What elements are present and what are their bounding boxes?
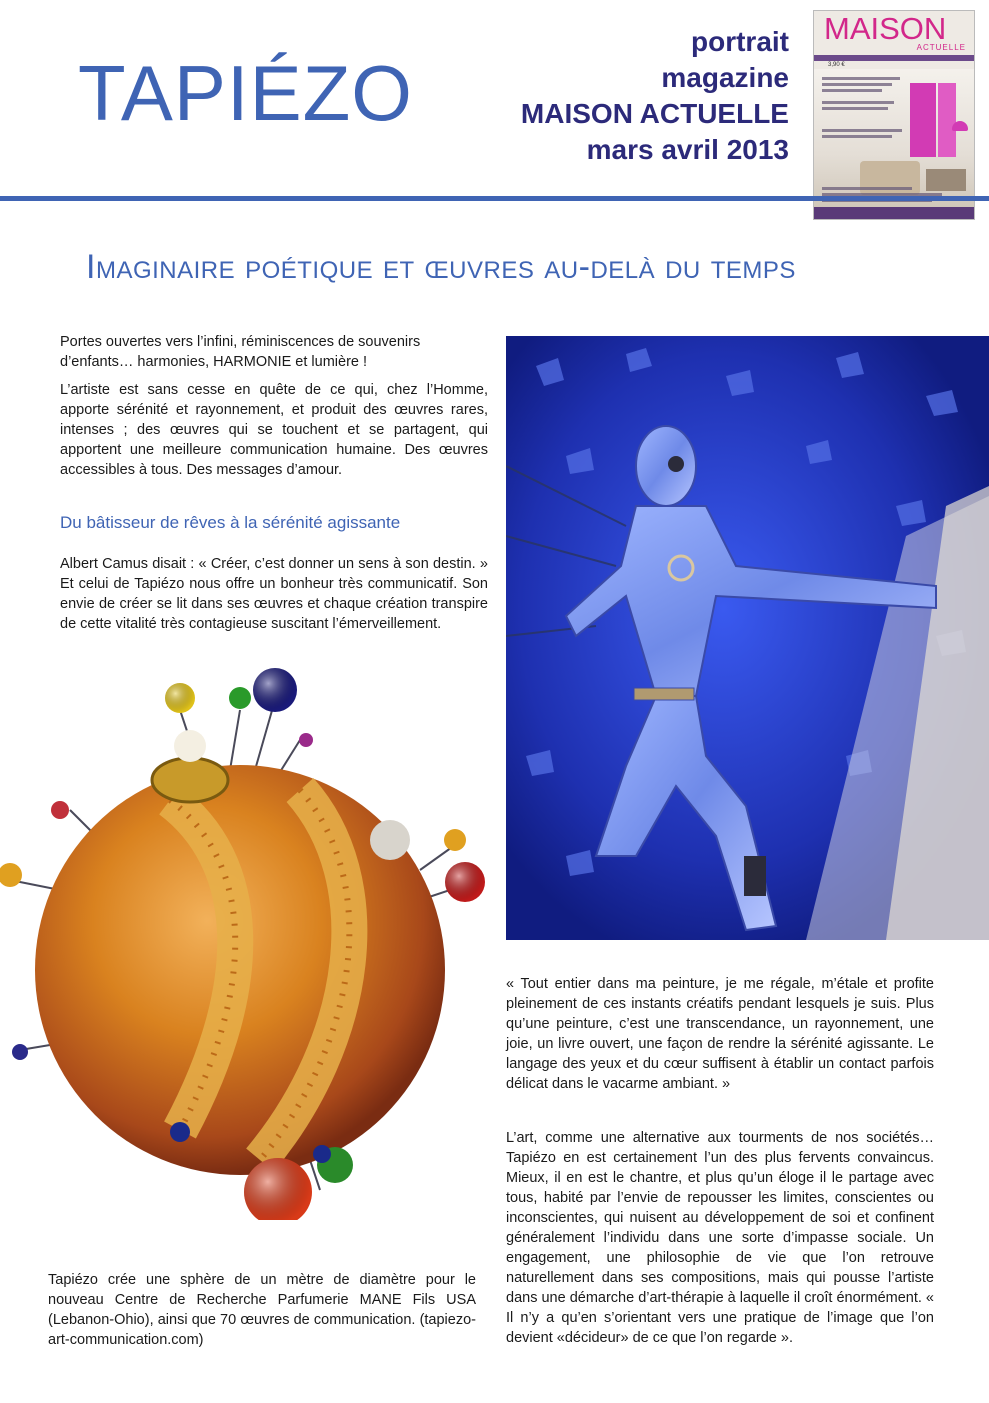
header-info — [521, 24, 789, 168]
artist-quote: « Tout entier dans ma peinture, je me régale, m’étale et profite pleinement de ces instants créatifs pendant lesquels je suis. Plus qu’une peinture, c’est une transcendance, un rayonnement, une joie, un livre ouvert, une façon de rendre la sérénité agissante. Le langage des yeux et du cœur suffisent à établir un contact parfois délicat dans le vacarme ambiant. » — [506, 976, 934, 1092]
cover-lamp — [952, 121, 968, 131]
blue-figure-painting — [506, 336, 989, 940]
brand-title: TAPIÉZO — [78, 49, 413, 137]
cover-pink-door — [910, 83, 936, 157]
cover-brand: MAISON — [824, 11, 947, 46]
cover-headline-bar — [822, 107, 888, 110]
body-paragraph-1: L’artiste est sans cesse en quête de ce qui, chez l’Homme, apporte sérénité et rayonnement, et produit des œuvres rares, intenses ; des œuvres qui se touchent et se partagent, qui apportent une meilleure communication humaine. Des œuvres accessibles à tous. Des messages d’amour. — [60, 382, 488, 478]
cover-subtitle: ACTUELLE — [916, 43, 966, 52]
sphere-illustration — [0, 660, 500, 1220]
body-paragraph-3: L’art, comme une alternative aux tourments de nos sociétés… Tapiézo en est certainement l’un des plus fervents convaincus. Mieux, il en est le chantre, et plus qu’un éloge il le partage avec tous, habité par l’envie de repousser les limites, conscientes ou inconscientes, qui nuisent au développement de soi et confinent généralement l’individu dans une sorte d’impasse sociale. Un engagement, une philosophie de vie que l’on retrouve naturellement dans ses compositions, mais qui pousse l’artiste dans une démarche d’art-thérapie à laquelle il croît énormément. « Il n’y a qu’en s’orientant vers une pratique de l’image que l’on devient «décideur» de ce que l’on regarde ». — [506, 1130, 934, 1346]
cover-headline-bar — [822, 101, 894, 104]
cover-price: 3,90 € — [828, 62, 845, 68]
header-line-magazine: magazine — [661, 62, 789, 93]
cover-pink-door-panel — [938, 83, 956, 157]
cover-table — [926, 169, 966, 191]
painting-illustration — [506, 336, 989, 940]
sphere-caption: Tapiézo crée une sphère de un mètre de diamètre pour le nouveau Centre de Recherche Parfumerie MANE Fils USA (Lebanon-Ohio), ainsi que 70 œuvres de communication. (tapiezo-art-communication.com) — [48, 1272, 476, 1348]
sphere-sculpture — [0, 660, 500, 1220]
header-rule — [0, 196, 989, 201]
cover-headline-bar — [822, 129, 902, 132]
cover-strip — [814, 55, 974, 61]
cover-headline-bar — [822, 135, 892, 138]
cover-headline-bar — [822, 77, 900, 80]
header-line-publication: MAISON ACTUELLE — [520, 98, 789, 129]
cover-headline-bar — [822, 187, 912, 190]
body-paragraph-2: Albert Camus disait : « Créer, c’est donner un sens à son destin. » Et celui de Tapiézo nous offre un bonheur très communicatif. Son envie de créer se lit dans ses œuvres et chaque création transpire de cette vitalité très contagieuse suscitant l’émerveillement. — [60, 556, 488, 632]
cover-footer-band — [814, 207, 974, 219]
header-line-date: mars avril 2013 — [586, 134, 789, 165]
article-headline: Imaginaire poétique et œuvres au-delà du temps — [86, 248, 796, 286]
magazine-cover — [813, 10, 975, 220]
intro-paragraph: Portes ouvertes vers l’infini, réminiscences de souvenirs d’enfants… harmonies, HARMONIE et lumière ! — [60, 334, 421, 370]
header-line-portrait: portrait — [691, 26, 789, 57]
cover-headline-bar — [822, 83, 892, 86]
section-subheading: Du bâtisseur de rêves à la sérénité agissante — [60, 513, 401, 532]
cover-headline-bar — [822, 89, 882, 92]
